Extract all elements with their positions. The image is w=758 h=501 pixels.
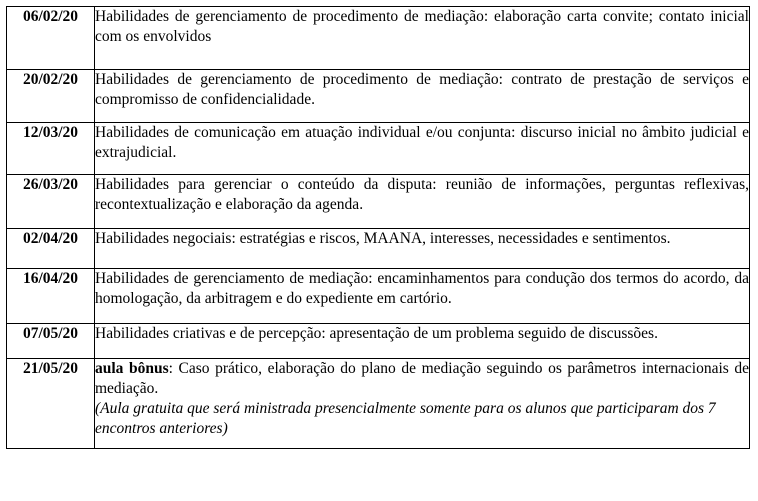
session-date: 20/02/20 bbox=[7, 70, 95, 123]
session-description: Habilidades de gerenciamento de procedimento de mediação: contrato de prestação de serviços e compromisso de confidencialidade. bbox=[95, 70, 750, 123]
session-description: Habilidades de comunicação em atuação individual e/ou conjunta: discurso inicial no âmbito judicial e extrajudicial. bbox=[95, 123, 750, 175]
session-date: 16/04/20 bbox=[7, 269, 95, 324]
table-row bbox=[7, 70, 750, 123]
session-description: Habilidades para gerenciar o conteúdo da disputa: reunião de informações, perguntas reflexivas, recontextualização e elaboração da agenda. bbox=[95, 175, 750, 229]
bonus-description: : Caso prático, elaboração do plano de mediação seguindo os parâmetros internacionais de mediação. bbox=[95, 360, 750, 397]
session-date: 21/05/20 bbox=[7, 359, 95, 449]
session-date: 02/04/20 bbox=[7, 229, 95, 269]
session-description: Habilidades de gerenciamento de mediação: encaminhamentos para condução dos termos do acordo, da homologação, da arbitragem e do expediente em cartório. bbox=[95, 269, 750, 324]
session-date: 06/02/20 bbox=[7, 7, 95, 70]
session-date: 12/03/20 bbox=[7, 123, 95, 175]
session-description: Habilidades de gerenciamento de procedimento de mediação: elaboração carta convite; contato inicial com os envolvidos bbox=[95, 7, 750, 70]
table-row bbox=[7, 7, 750, 70]
session-description bbox=[95, 359, 750, 449]
session-description: Habilidades negociais: estratégias e riscos, MAANA, interesses, necessidades e sentimentos. bbox=[95, 229, 750, 269]
table-row bbox=[7, 229, 750, 269]
session-date: 26/03/20 bbox=[7, 175, 95, 229]
table-row bbox=[7, 175, 750, 229]
table-row bbox=[7, 324, 750, 359]
table-row bbox=[7, 123, 750, 175]
schedule-table bbox=[6, 6, 750, 449]
session-description: Habilidades criativas e de percepção: apresentação de um problema seguido de discussões. bbox=[95, 324, 750, 359]
bonus-note: (Aula gratuita que será ministrada presencialmente somente para os alunos que participaram dos 7 encontros anteriores) bbox=[95, 400, 716, 437]
table-row bbox=[7, 269, 750, 324]
table-row bbox=[7, 359, 750, 449]
bonus-label: aula bônus bbox=[95, 360, 169, 377]
session-date: 07/05/20 bbox=[7, 324, 95, 359]
